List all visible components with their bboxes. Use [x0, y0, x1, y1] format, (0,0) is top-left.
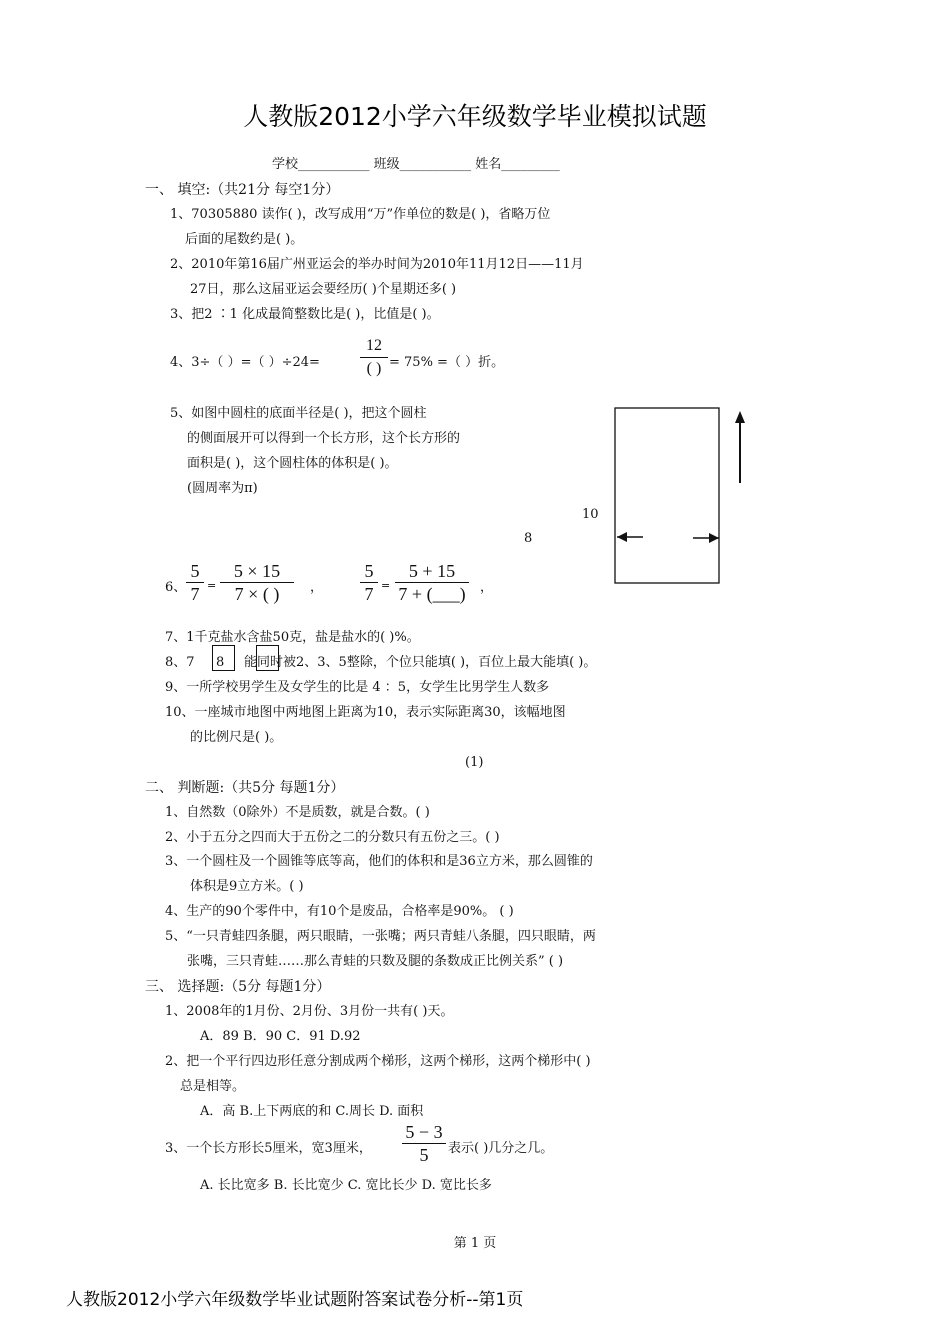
figure-label-10: 10 [582, 507, 599, 522]
s2-q4: 4、生产的90个零件中，有10个是废品，合格率是90%。 ( ) [165, 904, 514, 919]
section2-heading: 二、 判断题:（共5分 每题1分） [145, 780, 345, 796]
s1-q8-box-digit: 8 [216, 655, 225, 670]
s3-q2-options: A．高 B.上下两底的和 C.周长 D. 面积 [200, 1104, 424, 1119]
s1-q6-comma: ， [310, 580, 324, 595]
rectangle-shape [615, 408, 719, 583]
page-number: 第 1 页 [453, 1236, 497, 1251]
s1-q2-line2: 27日，那么这届亚运会要经历( )个星期还多( ) [190, 282, 457, 297]
section1-heading: 一、 填空:（共21分 每空1分） [145, 182, 340, 198]
up-arrowhead [735, 411, 745, 423]
s2-q1: 1、自然数（0除外）不是质数，就是合数。( ) [165, 805, 430, 820]
frac-denominator: 7 × ( ) [234, 584, 280, 604]
s3-q3-options: A. 长比宽多 B. 长比宽少 C. 宽比长少 D. 宽比长多 [200, 1178, 492, 1193]
fraction-bar [402, 1143, 446, 1144]
s1-q6-equals-2: = [381, 579, 391, 592]
s1-q4-frac-den: ( ) [366, 360, 382, 377]
frac-numerator: 5 [364, 561, 374, 581]
s1-q10-line2: 的比例尺是( )。 [190, 730, 283, 745]
s1-q4-right: = 75% =（ ）折。 [389, 355, 505, 370]
fraction-bar [360, 357, 388, 358]
header-fields: 学校___________ 班级___________ 姓名_________ [272, 157, 560, 172]
s1-q6-frac3 [360, 561, 378, 604]
s1-q6-comma-2: ， [480, 580, 494, 595]
s1-q6-frac1 [186, 561, 204, 604]
s1-q1-line1: 1、70305880 读作( )，改写成用“万”作单位的数是( )，省略万位 [170, 207, 551, 222]
fraction-bar [186, 582, 204, 583]
cylinder-net-figure [605, 405, 755, 590]
section1-mark: (1) [465, 755, 484, 770]
s1-q4-left: 4、3÷（ ）=（ ）÷24= [170, 355, 320, 370]
s2-q2: 2、小于五分之四而大于五份之二的分数只有五份之三。( ) [165, 830, 500, 845]
s1-q1-line2: 后面的尾数约是( )。 [185, 232, 304, 247]
fraction-bar [220, 582, 294, 583]
s2-q3-line2: 体积是9立方米。( ) [190, 879, 304, 894]
page-title: 人教版2012小学六年级数学毕业模拟试题 [243, 102, 707, 131]
s1-q5-line2: 的侧面展开可以得到一个长方形，这个长方形的 [187, 431, 461, 446]
s3-q1-options: A．89 B．90 C．91 D.92 [200, 1029, 361, 1044]
s3-q1: 1、2008年的1月份、2月份、3月份一共有( )天。 [165, 1004, 454, 1019]
s2-q5-line1: 5、“一只青蛙四条腿，两只眼睛，一张嘴；两只青蛙八条腿，四只眼睛，两 [165, 929, 596, 944]
s3-q3-fraction [402, 1122, 446, 1165]
s1-q4-frac-num: 12 [366, 337, 382, 354]
frac-denominator: 5 [419, 1145, 429, 1165]
figure-label-8: 8 [524, 531, 533, 546]
s1-q3: 3、把2 ∶1 化成最简整数比是( )，比值是( )。 [170, 307, 440, 322]
s3-q2-line1: 2、把一个平行四边形任意分割成两个梯形，这两个梯形，这两个梯形中( ) [165, 1054, 591, 1069]
frac-numerator: 5 − 3 [405, 1122, 443, 1142]
s3-q3-right: 表示( )几分之几。 [448, 1141, 554, 1156]
s1-q9: 9、一所学校男学生及女学生的比是 4 ：5，女学生比男学生人数多 [165, 680, 550, 695]
s1-q6-equals: = [207, 579, 217, 592]
left-arrowhead [617, 532, 627, 542]
s1-q8-rest: 能同时被2、3、5整除，个位只能填( )，百位上最大能填( )。 [244, 655, 597, 670]
s2-q5-line2: 张嘴，三只青蛙……那么青蛙的只数及腿的条数成正比例关系” ( ) [187, 954, 564, 969]
s1-q4-fraction [360, 336, 388, 379]
frac-denominator: 7 [364, 584, 374, 604]
frac-numerator: 5 [190, 561, 200, 581]
frac-numerator: 5 + 15 [408, 561, 456, 581]
s1-q5-line4: (圆周率为π) [187, 481, 258, 496]
s1-q6-frac4 [395, 561, 469, 604]
fraction-bar [360, 582, 378, 583]
section3-heading: 三、 选择题:（5分 每题1分） [145, 979, 331, 995]
right-arrowhead [709, 533, 719, 543]
frac-denominator: 7 [190, 584, 200, 604]
s1-q2-line1: 2、2010年第16届广州亚运会的举办时间为2010年11月12日——11月 [170, 257, 584, 272]
s1-q5-line3: 面积是( )，这个圆柱体的体积是( )。 [187, 456, 398, 471]
s3-q3-left: 3、一个长方形长5厘米，宽3厘米， [165, 1141, 372, 1156]
s1-q5-line1: 5、如图中圆柱的底面半径是( )，把这个圆柱 [170, 406, 427, 421]
frac-numerator: 5 × 15 [233, 561, 281, 581]
s1-q10-line1: 10、一座城市地图中两地图上距离为10，表示实际距离30，该幅地图 [165, 705, 566, 720]
s3-q2-line2: 总是相等。 [180, 1079, 246, 1094]
s1-q6-frac2 [220, 561, 294, 604]
s1-q6-label: 6、 [165, 580, 187, 595]
frac-denominator: 7 + (___) [398, 584, 466, 604]
s2-q3-line1: 3、一个圆柱及一个圆锥等底等高，他们的体积和是36立方米，那么圆锥的 [165, 854, 593, 869]
fraction-bar [395, 582, 469, 583]
s1-q8-start: 8、7 [165, 655, 195, 670]
footer-caption: 人教版2012小学六年级数学毕业试题附答案试卷分析--第1页 [66, 1290, 524, 1310]
s1-q7: 7、1千克盐水含盐50克，盐是盐水的( )%。 [165, 630, 420, 645]
